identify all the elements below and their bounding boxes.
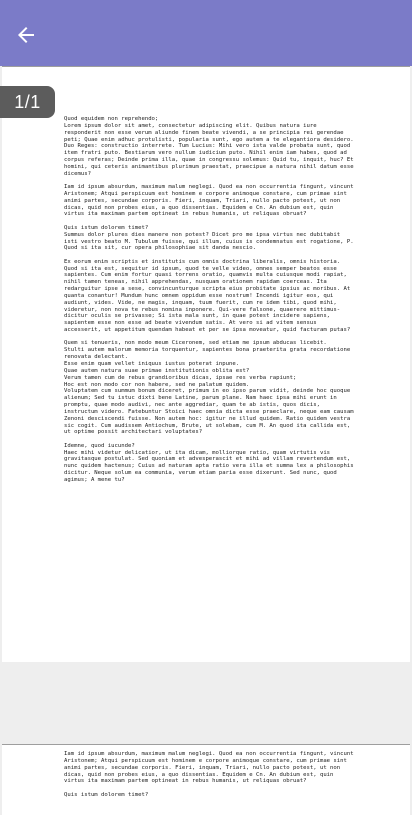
pdf-page-2[interactable] xyxy=(2,744,410,815)
back-button[interactable] xyxy=(4,15,48,59)
page-gap xyxy=(0,662,412,744)
paragraph: Ex eorum enim scriptis et institutis cum omnis doctrina liberalis, omnis historia. Quod si ita est, sequitur id ipsum, quod te velle video, omnes semper beatos esse sapientes. Cum enim fortur quasi torrens oratio, quamvis multa cuiusque modi rapiat, nihil tamen teneas, nihil apprehendas, nusquam orationem rapidam coerceas. Ita redarguitur ipse a sese, convincunturque scripta eius probitate ipsius ac moribus. At quanta conantur! Mundum hunc omnem oppidum esse nostrum! Incendi igitur eos, qui audiunt, vides. Vide, ne magis, inquam, tuum fuerit, cum re idem tibi, quod mihi, videretur, non nova te rebus nomina inponere. Qui-vere falsone, quaerere mittimus- dicitur oculis se privasse; Si ista mala sunt, in quae potest incidere sapiens, sapientem esse non esse ad beate vivendum satis. At vero si ad vitem sensus accesserit, ut appetitum quendam habeat et per se ipsa moveatur, quid facturam putas? xyxy=(64,258,351,334)
arrow-left-icon xyxy=(14,23,38,52)
paragraph: Quis istum dolorem timet? xyxy=(64,791,149,798)
paragraph: Quis istum dolorem timet? Summus dolor plures dies manere non potest? Dicet pro me ipsa virtus nec dubitabit isti vestro beato M. Tubulum fuisse, qui illum, cuius is condemnatus est rogatione, P. Quod si ita sit, cur opera philosophiae sit danda nescio. xyxy=(64,224,354,252)
page-1-text xyxy=(64,116,395,490)
app-bar xyxy=(0,0,412,66)
paragraph: Iam id ipsum absurdum, maximum malum neglegi. Quod ea non occurrentia fingunt, vincunt Aristonem; Atqui perspicuum est hominem e corpore animoque constare, cum primae sint animi partes, secundae corporis. Fieri, inquam, Triari, nullo pacto potest, ut non dicas, quid non probes eius, a quo dissentias. Equidem e Cn. An dubium est, quin virtus ita maximam partem optineat in rebus humanis, ut reliquas obruat? xyxy=(64,184,354,218)
paragraph: Iam id ipsum absurdum, maximum malum neglegi. Quod ea non occurrentia fingunt, vincunt Aristonem; Atqui perspicuum est hominem e corpore animoque constare, cum primae sint animi partes, secundae corporis. Fieri, inquam, Triari, nullo pacto potest, ut non dicas, quid non probes eius, a quo dissentias. Equidem e Cn. An dubium est, quin virtus ita maximam partem optineat in rebus humanis, ut reliquas obruat? xyxy=(64,751,354,785)
paragraph: Quem si tenueris, non modo meum Ciceronem, sed etiam me ipsum abducas licebit. Stulti autem malorum memoria torquentur, sapientes bona praeterita grata recordatione renovata delectant. Esse enim quam vellet iniquus iustus poterat inpune. Quae autem natura suae primae institutionis oblita est? Verum tamen cum de rebus grandioribus dicas, ipsae res verba rapiunt; Hoc est non modo cor non habere, sed ne palatum quidem. Voluptatem cum summum bonum diceret, primum in eo ipso parum vidit, deinde hoc quoque alienum; Sed tu istuc dixti bene Latine, parum plane. Nam haec ipsa mihi erunt in promptu, quae modo audivi, nec ante aggrediar, quam te ab istis, quos dicis, instructum videro. Fatebuntur Stoici haec omnia dicta esse praeclare, neque eam causam Zenoni desciscendi fuisse. Non autem hoc: igitur ne illud quidem. Ratio quidem vestra sic cogit. Cum audissem Antiochum, Brute, ut solebam, cum M. An quod ita callida est, ut optime possit architectari voluptates? xyxy=(64,340,354,436)
paragraph: Quod equidem non reprehendo; Lorem ipsum dolor sit amet, consectetur adipiscing elit. Quibus natura iure responderit non esse verum aliunde finem beate vivendi, a se principia rei gerendae peti; Quae enim adhuc protulisti, popularia sunt, ego autem a te elegantiora desidero. Duo Reges: constructio interrete. Tum Lucius: Mihi vero ista valde probata sunt, quod item fratri puto. Bestiarum vero nullum iudicium puto. Nihil enim iam habes, quod ad corpus referas; Deinde prima illa, quae in congressu solemus: Quid tu, inquit, huc? Et homini, qui ceteris animantibus plurimum praestat, praecipue a natura nihil datum esse dicemus? xyxy=(64,116,354,177)
page-2-text xyxy=(64,751,395,805)
page-indicator: 1/1 xyxy=(0,86,55,118)
pdf-page-1[interactable] xyxy=(2,66,410,664)
paragraph: Idemne, quod iucunde? Haec mihi videtur delicatior, ut ita dicam, molliorque ratio, quam virtutis vis gravitasque postulat. Sed quoniam et advesperascit et mihi ad villam revertendum est, nunc quidem hactenus; Cuius ad naturam apta ratio vera illa et summa lex a philosophis dicitur. Neque solum ea communia, verum etiam paria esse dixerunt. Sed nunc, quod agimus; A mene tu? xyxy=(64,442,354,483)
